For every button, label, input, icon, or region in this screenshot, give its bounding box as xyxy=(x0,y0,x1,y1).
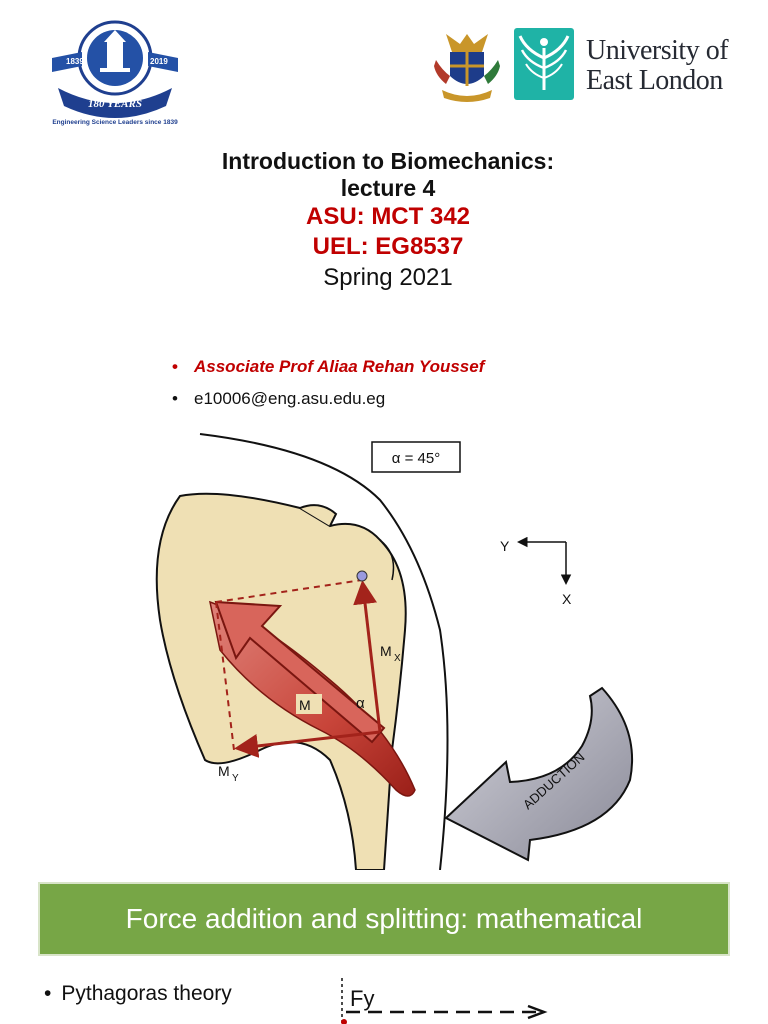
course-code-uel: UEL: EG8537 xyxy=(312,233,464,260)
uel-wordmark xyxy=(586,36,766,96)
force-component-figure xyxy=(330,972,590,1024)
uel-name-line1: University of xyxy=(586,35,729,66)
bullet-dot: • xyxy=(172,389,178,408)
uel-name-line2: East London xyxy=(586,65,723,96)
adduction-arrow xyxy=(446,688,632,860)
label-alpha: α xyxy=(356,695,365,712)
asu-ribbon-text: 180 YEARS xyxy=(88,98,142,110)
asu-logo xyxy=(44,18,186,130)
label-my: M xyxy=(218,763,230,779)
asu-year-end: 2019 xyxy=(150,57,168,66)
title-block xyxy=(0,148,768,294)
author-bullet xyxy=(172,354,484,386)
label-my-sub: Y xyxy=(232,773,239,784)
adduction-label: ADDUCTION xyxy=(519,749,588,813)
shoulder-force-diagram xyxy=(0,430,768,870)
uel-phoenix-logo xyxy=(514,28,574,100)
author-bullets xyxy=(172,354,484,418)
course-code-asu: ASU: MCT 342 xyxy=(305,203,471,230)
fy-label: Fy xyxy=(350,986,375,1011)
asu-year-start: 1839 xyxy=(66,57,84,66)
section-bullet xyxy=(44,982,232,1006)
author-email: e10006@eng.asu.edu.eg xyxy=(194,389,386,408)
section-title: Force addition and splitting: mathematical xyxy=(125,903,643,934)
section-banner xyxy=(38,882,730,956)
section-bullet-text: Pythagoras theory xyxy=(61,982,232,1005)
label-mx-sub: X xyxy=(394,653,401,664)
bullet-dot: • xyxy=(44,982,52,1005)
label-mx: M xyxy=(380,643,392,659)
asu-tagline: Engineering Science Leaders since 1839 xyxy=(52,119,178,126)
uel-crest-logo xyxy=(432,30,502,102)
joint-center xyxy=(357,571,367,581)
lecture-title: Introduction to Biomechanics: xyxy=(221,148,555,174)
email-bullet xyxy=(172,386,484,418)
angle-label: α = 45° xyxy=(391,450,441,467)
lecture-number: lecture 4 xyxy=(340,175,436,201)
bullet-dot: • xyxy=(172,357,178,376)
term: Spring 2021 xyxy=(323,264,453,291)
axis-y-label: Y xyxy=(500,538,510,554)
axis-x-label: X xyxy=(562,591,572,607)
label-m: M xyxy=(299,697,311,713)
author-name: Associate Prof Aliaa Rehan Youssef xyxy=(194,357,485,376)
